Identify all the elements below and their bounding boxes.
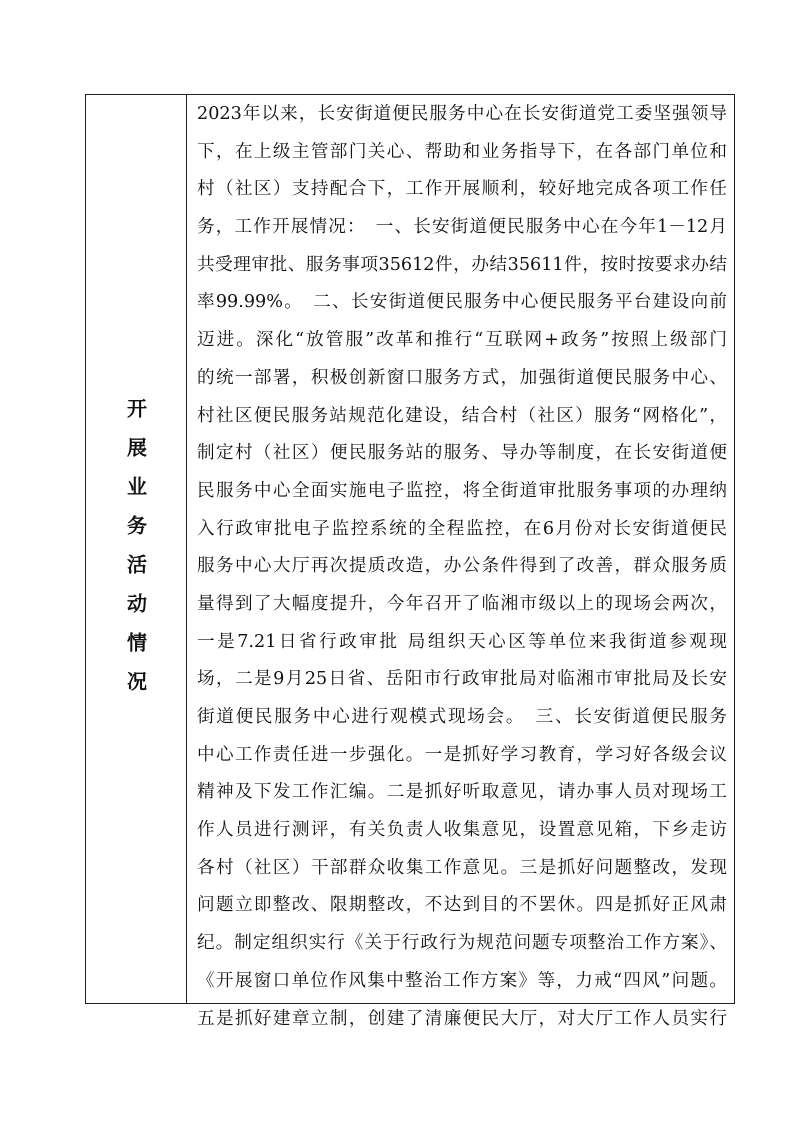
- body-text-line: 服务中心大厅再次提质改造，办公条件得到了改善，群众服务质: [197, 556, 727, 577]
- body-text-line: 问题立即整改、限期整改，不达到目的不罢休。四是抓好正风肃: [197, 895, 727, 916]
- body-text-line: 《开展窗口单位作风集中整治工作方案》等，力戒“四风”问题。: [197, 970, 727, 991]
- section-label: 开展业务活动情况: [123, 398, 148, 710]
- body-text-line: 村社区便民服务站规范化建设，结合村（社区）服务“网格化”，: [197, 405, 727, 426]
- body-text-line: 2023年以来，长安街道便民服务中心在长安街道党工委坚强领导: [197, 104, 727, 124]
- body-text-line: 率99.99%。 二、长安街道便民服务中心便民服务平台建设向前: [197, 292, 727, 313]
- body-text-line: 共受理审批、服务事项35612件，办结35611件，按时按要求办结: [197, 254, 727, 275]
- body-text-line: 务，工作开展情况： 一、长安街道便民服务中心在今年1－12月: [197, 217, 727, 238]
- body-text-line: 制定村（社区）便民服务站的服务、导办等制度，在长安街道便: [197, 443, 727, 464]
- activity-table: [85, 94, 735, 1029]
- body-text-line: 村（社区）支持配合下，工作开展顺利，较好地完成各项工作任: [197, 179, 727, 200]
- body-text-line: 精神及下发工作汇编。二是抓好听取意见，请办事人员对现场工: [197, 782, 727, 803]
- body-text-line: 入行政审批电子监控系统的全程监控，在6月份对长安街道便民: [197, 518, 727, 539]
- body-text-line: 下，在上级主管部门关心、帮助和业务指导下，在各部门单位和: [197, 141, 727, 162]
- body-text-line: 各村（社区）干部群众收集工作意见。三是抓好问题整改，发现: [197, 857, 727, 878]
- body-text-line: 一是7.21日省行政审批 局组织天心区等单位来我街道参观现: [197, 631, 727, 652]
- body-text-line: 纪。制定组织实行《关于行政行为规范问题专项整治工作方案》、: [197, 933, 727, 954]
- body-text-line: 量得到了大幅度提升，今年召开了临湘市级以上的现场会两次，: [197, 593, 727, 614]
- body-text-line: 民服务中心全面实施电子监控，将全街道审批服务事项的办理纳: [197, 480, 727, 501]
- body-text-line: 的统一部署，积极创新窗口服务方式，加强街道便民服务中心、: [197, 367, 727, 388]
- body-text-line: 场，二是9月25日省、岳阳市行政审批局对临湘市审批局及长安: [197, 669, 727, 690]
- section-label-cell: [86, 95, 187, 1003]
- body-text-line: 五是抓好建章立制，创建了清廉便民大厅，对大厅工作人员实行: [197, 1008, 727, 1029]
- body-text-line: 迈进。深化“放管服”改革和推行“互联网+政务”按照上级部门: [197, 330, 727, 351]
- body-text-line: 中心工作责任进一步强化。一是抓好学习教育，学习好各级会议: [197, 744, 727, 765]
- body-text-line: 作人员进行测评，有关负责人收集意见，设置意见箱，下乡走访: [197, 820, 727, 841]
- section-content-cell: [187, 95, 734, 1029]
- body-text-line: 街道便民服务中心进行观模式现场会。 三、长安街道便民服务: [197, 707, 727, 727]
